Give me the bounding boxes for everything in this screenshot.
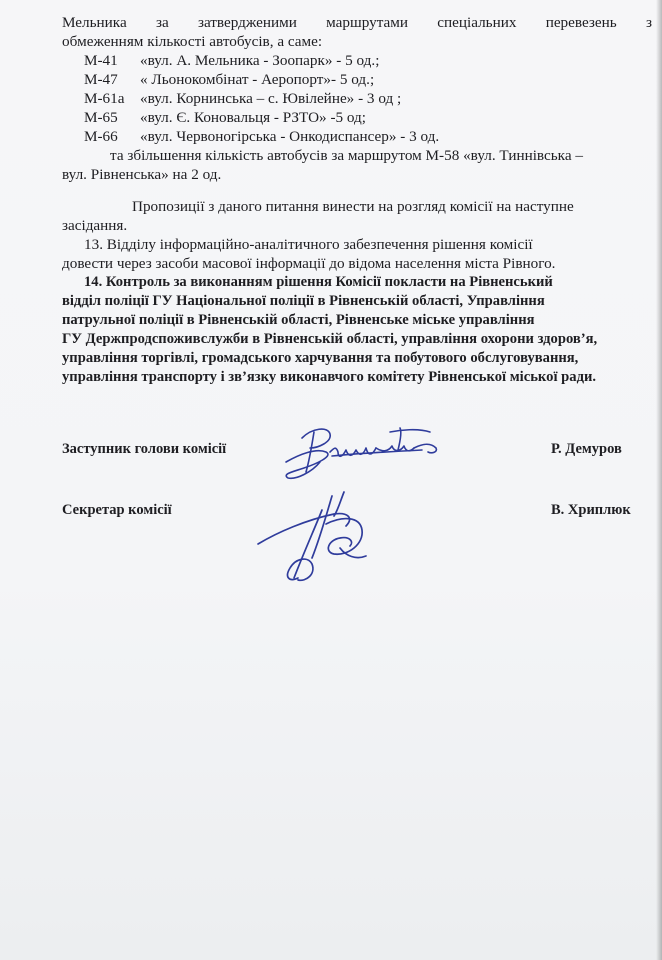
route-row [62,51,652,70]
word: маршрутами [326,14,408,31]
item-14-line: 14. Контроль за виконанням рішення Комісії покласти на Рівненський [84,274,553,290]
route-row [62,70,652,89]
increase-line-2: вул. Рівненська» на 2 од. [62,166,222,183]
route-text: «вул. А. Мельника - Зоопарк» - 5 од.; [140,52,380,69]
route-text: «вул. Червоногірська - Онкодиспансер» - 3 од. [140,128,440,145]
route-text: «вул. Є. Коновальця - РЗТО» -5 од; [140,109,366,126]
route-row [62,89,652,108]
word: за [155,14,169,31]
route-code: М-41 [84,52,118,69]
word: Мельника [62,14,127,31]
word: з [645,14,652,31]
route-row [62,108,652,127]
item-13-line-1: 13. Відділу інформаційно-аналітичного забезпечення рішення комісії [84,236,533,253]
word: спеціальних [437,14,517,31]
route-code: М-47 [84,71,118,88]
item-14-line: патрульної поліції в Рівненській області, Рівненське міське управління [62,312,535,328]
item-14-line: управління торгівлі, громадського харчування та побутового обслуговування, [62,350,579,366]
route-row [62,127,652,146]
item-13-line-2: довести через засоби масової інформації до відома населення міста Рівного. [62,255,556,272]
word: затвердженими [197,14,297,31]
route-code: М-65 [84,109,118,126]
route-text: « Льонокомбінат - Аеропорт»- 5 од.; [140,71,375,88]
signatory-name: Р. Демуров [551,441,622,457]
word: перевезень [545,14,617,31]
item-14-line: відділ поліції ГУ Національної поліції в Рівненській області, Управління [62,293,545,309]
proposal-line-2: засідання. [62,217,128,234]
handwritten-signature [272,418,452,488]
signatory-role: Заступник голови комісії [62,441,227,457]
line-1 [62,13,652,32]
route-code: М-66 [84,128,118,145]
signatory-name: В. Хриплюк [551,502,631,518]
item-14-line: управління транспорту і зв’язку виконавчого комітету Рівненської міської ради. [62,369,597,385]
document-body [62,13,652,387]
item-14-line: ГУ Держпродспоживслужби в Рівненській області, управління охорони здоров’я, [62,331,598,347]
signatory-role: Секретар комісії [62,502,172,518]
increase-line-1: та збільшення кількість автобусів за маршрутом М-58 «вул. Тиннівська – [110,147,583,164]
spacer [62,184,652,197]
handwritten-signature [250,486,380,588]
route-code: М-61а [84,90,125,107]
route-text: «вул. Корнинська – с. Ювілейне» - 3 од ; [140,90,402,107]
line-2: обмеженням кількості автобусів, а саме: [62,33,323,50]
proposal-line-1: Пропозиції з даного питання винести на розгляд комісії на наступне [132,198,574,215]
